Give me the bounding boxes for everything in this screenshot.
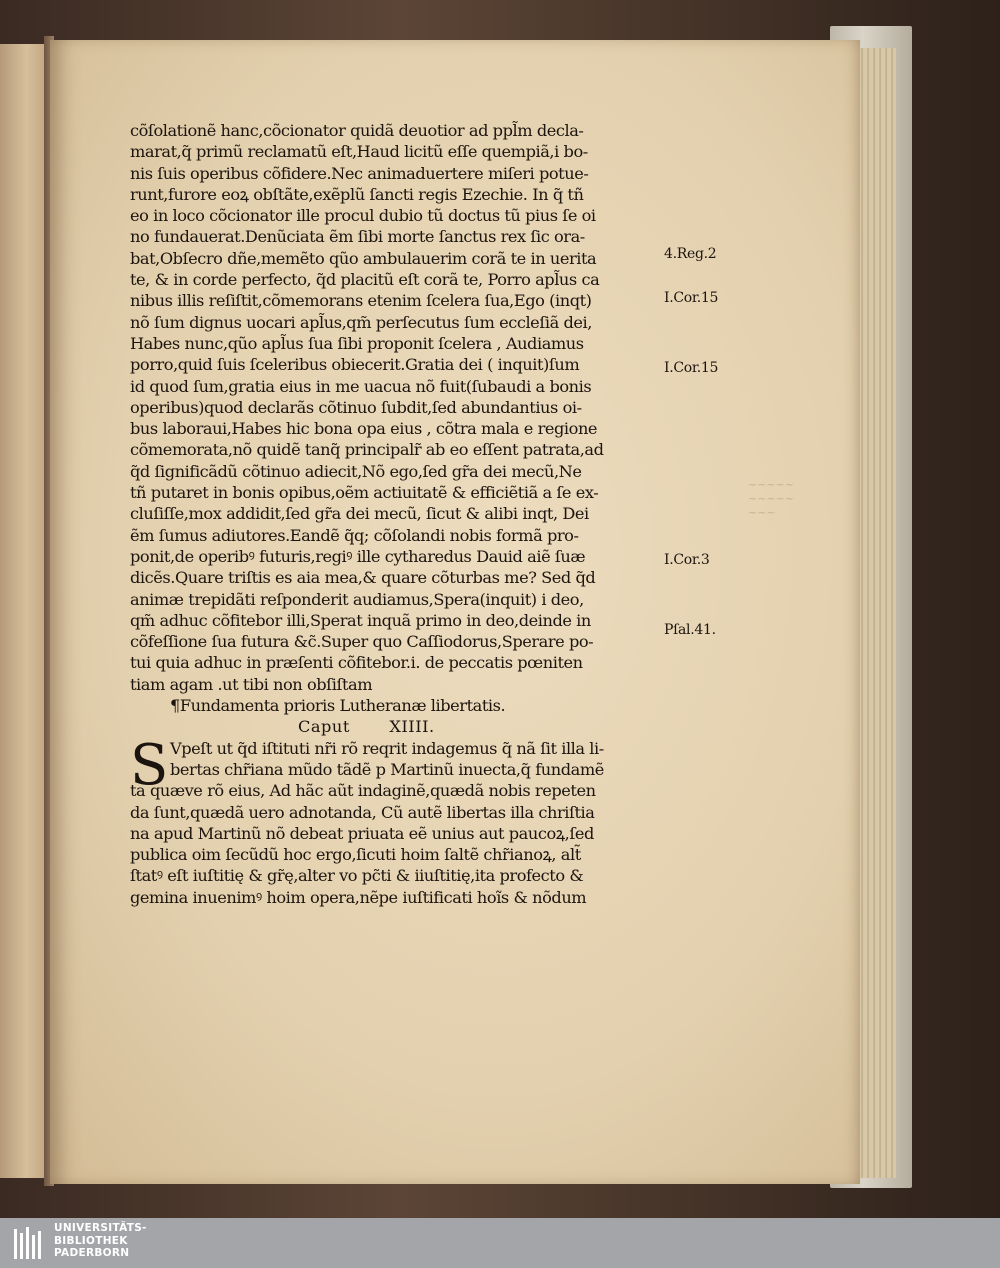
text-line: runt,furore eoꝝ obſtãte,exẽplũ ſancti regis Ezechie. In q̃ tñ <box>130 184 584 204</box>
main-text-block <box>130 120 670 908</box>
text-line: publica oim ſecũdũ hoc ergo,ſicuti hoim ſaltẽ chr̃ianoꝝ, alt̃ <box>130 845 581 865</box>
text-line: Habes nunc,qũo apl̃us ſua ſibi proponit ſcelera , Audiamus <box>130 333 584 353</box>
text-line: cõſolationẽ hanc,cõcionator quidã deuotior ad ppl̃m decla- <box>130 121 584 140</box>
text-line: tñ putaret in bonis opibus,oẽm actiuitatẽ & efficiẽtiã a ſe ex- <box>130 483 599 503</box>
text-line: gemina inuenimꝰ hoim opera,nẽpe iuſtificati hoĩs & nõdum <box>130 887 587 907</box>
text-line: qm̃ adhuc cõfitebor illi,Sperat inquã primo in deo,deinde in <box>130 610 591 630</box>
text-line: ẽm ſumus adiutores.Eandẽ q̃q; cõſolandi nobis formã pro- <box>130 525 579 545</box>
text-line: tiam agam .ut tibi non obſiſtam <box>130 674 373 694</box>
margin-note: I.Cor.15 <box>664 290 719 306</box>
library-name <box>54 1222 147 1260</box>
drop-cap: S <box>130 732 169 798</box>
text-line: cõmemorata,nõ quidẽ tanq̃ principalr̃ ab eo eſſent patrata,ad <box>130 440 604 460</box>
text-line: ta quæve rõ eius, Ad hãc aũt indaginẽ,quædã nobis repeten <box>130 781 596 801</box>
margin-note: Pſal.41. <box>664 622 716 638</box>
library-name-line3: PADERBORN <box>54 1247 130 1259</box>
text-line: eo in loco cõcionator ille procul dubio tũ doctus tũ pius ſe oi <box>130 206 596 226</box>
text-line: q̃d ſignificãdũ cõtinuo adiecit,Nõ ego,ſed gr̃a dei mecũ,Ne <box>130 461 582 481</box>
library-footer <box>0 1218 1000 1268</box>
text-line: da ſunt,quædã uero adnotanda, Cũ autẽ libertas illa chriſtia <box>130 802 595 822</box>
text-line: tui quia adhuc in præſenti cõfitebor.i. de peccatis pœniten <box>130 653 583 673</box>
text-line: operibus)quod declarãs cõtinuo ſubdit,ſed abundantius oi- <box>130 397 582 417</box>
text-line: dicẽs.Quare triſtis es aia mea,& quare cõturbas me? Sed q̃d <box>130 568 596 588</box>
text-line: ponit,de operibꝰ futuris,regiꝰ ille cytharedus Dauid aiẽ ſuæ <box>130 546 586 566</box>
text-line: Vpeſt ut q̃d iſtituti nr̃i rõ reqrit indagemus q̃ nã ſit illa li- <box>170 738 604 758</box>
text-line: bertas chr̃iana mũdo tãdẽ p Martinũ inuecta,q̃ fundamẽ <box>170 759 604 779</box>
text-line: id quod ſum,gratia eius in me uacua nõ fuit(ſubaudi a bonis <box>130 376 592 396</box>
chapter-word: Caput <box>298 717 350 737</box>
left-page-edge <box>0 44 46 1178</box>
text-line: nibus illis reſiſtit,cõmemorans etenim ſcelera ſua,Ego (inqt) <box>130 291 592 311</box>
margin-note: 4.Reg.2 <box>664 246 717 262</box>
margin-note: I.Cor.15 <box>664 360 719 376</box>
text-line: nõ ſum dignus uocari apl̃us,qm̃ perſecutus ſum eccleſiã dei, <box>130 312 592 332</box>
text-line: marat,q̃ primũ reclamatũ eſt,Haud licitũ eſſe quempiã,i bo- <box>130 142 588 162</box>
chapter-body <box>130 732 670 908</box>
text-line: te, & in corde perfecto, q̃d placitũ eſt corã te, Porro apl̃us ca <box>130 270 600 290</box>
text-line: ſtatꝰ eſt iuſtitię & gr̃ę,alter vo pc̃ti & iiuſtitię,ita profecto & <box>130 866 584 886</box>
library-name-line2: BIBLIOTHEK <box>54 1234 128 1247</box>
text-line: cõfeſſione ſua futura &c̃.Super quo Caſſiodorus,Sperare po- <box>130 632 594 652</box>
text-line: no fundauerat.Denũciata ẽm ſibi morte ſanctus rex ſic ora- <box>130 227 585 247</box>
text-line: porro,quid ſuis ſceleribus obiecerit.Gratia dei ( inquit)ſum <box>130 355 580 375</box>
text-line: animæ trepidãti reſponderit audiamus,Spera(inquit) i deo, <box>130 589 584 609</box>
chapter-heading <box>130 716 670 737</box>
text-line: nis ſuis operibus cõfidere.Nec animaduertere miſeri potue- <box>130 163 589 183</box>
library-logo-icon <box>12 1223 46 1263</box>
text-line: na apud Martinũ nõ debeat priuata eẽ unius aut paucoꝝ,ſed <box>130 823 594 843</box>
bleed-through-text: ~~~~~ ~~~~~ ~~~ <box>748 478 795 519</box>
library-name-line1: UNIVERSITÄTS- <box>54 1222 147 1234</box>
chapter-number: XIIII. <box>389 717 435 737</box>
text-line: cluſiſſe,mox addidit,ſed gr̃a dei mecũ, ſicut & alibi inqt, Dei <box>130 504 589 524</box>
margin-note: I.Cor.3 <box>664 552 710 568</box>
section-heading: ¶Fundamenta prioris Lutheranæ libertatis. <box>170 696 506 716</box>
text-line: bus laboraui,Habes hic bona opa eius , cõtra mala e regione <box>130 419 598 439</box>
text-line: bat,Obſecro dñe,memẽto qũo ambulauerim corã te in uerita <box>130 248 597 268</box>
